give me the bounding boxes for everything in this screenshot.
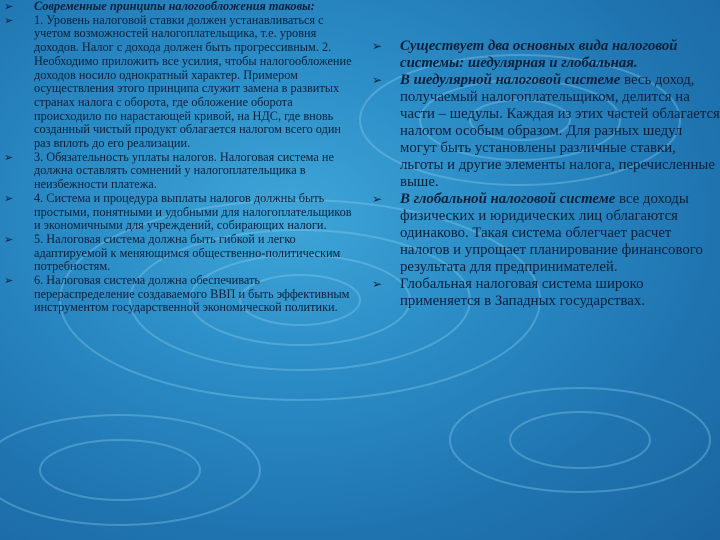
principle-text: 3. Обязательность уплаты налогов. Налоговая система не должна оставлять сомнений у налогоплательщика в неизбежности платежа. xyxy=(34,149,334,192)
global-system-text: все доходы физических и юридических лиц облагаются одинаково. Такая система облегчает расчет налогов и упрощает планирование финансового результата для предпринимателей. xyxy=(400,191,703,275)
tax-systems-list xyxy=(370,38,720,310)
tax-systems-intro: Существует два основных вида налоговой системы: шедулярная и глобальная. xyxy=(400,38,678,71)
arrow-bullet-icon: ➢ xyxy=(4,274,14,288)
arrow-bullet-icon: ➢ xyxy=(4,13,14,27)
global-system-usage: Глобальная налоговая система широко применяется в Западных государствах. xyxy=(400,276,645,309)
arrow-bullet-icon: ➢ xyxy=(372,73,383,87)
arrow-bullet-icon: ➢ xyxy=(4,191,14,205)
list-item xyxy=(0,192,355,233)
arrow-bullet-icon: ➢ xyxy=(372,192,383,206)
principle-text: 4. Система и процедура выплаты налогов должны быть простыми, понятными и удобными для налогоплательщиков и экономичными для учреждений, собирающих налоги. xyxy=(34,190,352,233)
principles-heading: Современные принципы налогообложения таковы: xyxy=(34,0,315,13)
principle-text: 5. Налоговая система должна быть гибкой и легко адаптируемой к меняющимся общественно-политическим потребностям. xyxy=(34,231,341,274)
list-item xyxy=(370,191,720,276)
list-item xyxy=(370,38,720,72)
arrow-bullet-icon: ➢ xyxy=(372,39,383,53)
list-item xyxy=(0,274,355,315)
list-item xyxy=(0,151,355,192)
right-column xyxy=(370,38,720,310)
list-item xyxy=(370,72,720,191)
schedular-system-term: В шедулярной налоговой системе xyxy=(400,72,621,88)
arrow-bullet-icon: ➢ xyxy=(4,150,14,164)
arrow-bullet-icon: ➢ xyxy=(4,0,14,13)
global-system-term: В глобальной налоговой системе xyxy=(400,191,616,207)
arrow-bullet-icon: ➢ xyxy=(4,232,14,246)
list-item xyxy=(370,276,720,310)
arrow-bullet-icon: ➢ xyxy=(372,277,383,291)
principle-text: 6. Налоговая система должна обеспечивать перераспределение создаваемого ВВП и быть эффективным инструментом государственной экономической политики. xyxy=(34,273,350,315)
left-column xyxy=(0,0,355,315)
principles-list xyxy=(0,0,355,315)
list-item xyxy=(0,14,355,151)
list-item xyxy=(0,233,355,274)
schedular-system-text: весь доход, получаемый налогоплательщиком, делится на части – шедулы. Каждая из этих частей облагается налогом особым образом. Для разных шедул могут быть установлены различные ставки, льготы и другие элементы налога, перечисленные выше. xyxy=(400,72,720,190)
list-item xyxy=(0,0,355,14)
principle-text: 1. Уровень налоговой ставки должен устанавливаться с учетом возможностей налогоплательщика, т.е. уровня доходов. Налог с дохода должен быть прогрессивным. 2. Необходимо приложить все усилия, чтобы налогообложение доходов носило однократный характер. Примером осуществления этого принципа служит замена в развитых странах налога с оборота, где обложение оборота происходило по нарастающей кривой, на НДС, где вновь созданный чистый продукт облагается налогом всего один раз вплоть до его реализации. xyxy=(34,12,352,151)
